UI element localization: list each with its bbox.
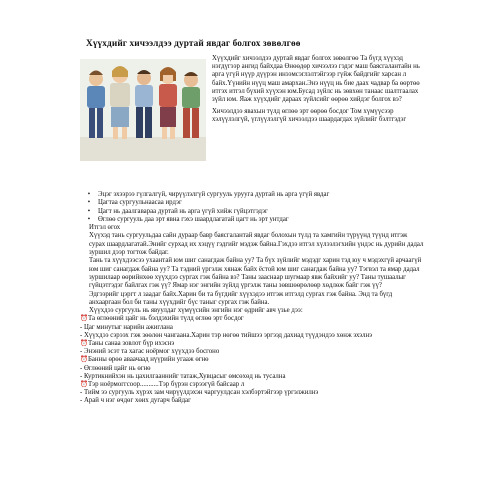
clock-icon: ⏰	[80, 381, 88, 389]
bullet-icon: •	[87, 191, 91, 198]
bullet-icon: •	[87, 215, 91, 223]
document-body	[80, 224, 425, 315]
intro-text	[212, 55, 427, 125]
routine-line: - Арай ч нэг өчдөг хөих дугарч байдаг	[80, 397, 191, 405]
routine-line: ⏰Та өглөөний цайг нь бэлдэхийн түлд өглөө эрт босдог	[80, 315, 244, 323]
bullet-icon: •	[87, 207, 91, 215]
list-item: • Цагтаа сургуульнаасаа ирдэг	[80, 199, 425, 207]
routine-line: ⏰Банны өрөө аваачаад нүүрийн угааж өгнө	[80, 356, 209, 364]
paragraph: Хүүхэд тань сургуульдаа сайн дураар бавр баясгалантай явдаг болохын түлд та хамгийн түрүүнд түүнд итгэж сурах шаардлагатай.Энийг сурхад их хэцүү гэдгийг мэдэж байна.Гэхдээ итгэл хүлээлэгхийн үндэс нь дурийн дадал зуршил дээр тогтож байдаг.	[89, 232, 424, 257]
intro-paragraph-2: Хичээлдээ явахын түлд өглөө эрт өөрөө босдог Том хүмүүсээр хэлүүлэлгүй, үглүүлэлгүй хичээлдээ шаардагдах зүйлийг бэлтгэдэг	[212, 108, 407, 124]
routine-line: - Хүүхдээ сэрээх гэж зөөлөн чангаана.Харин тэр нөгөө тийшээ эргээд дахиад түүдэндээ хөнж эхэлнэ	[80, 331, 373, 339]
list-item: • Өглөө сургууль даа эрт явна гэхэ шаардлагатай цагт нь эрт унтдаг	[80, 216, 425, 224]
daily-routine-list	[80, 315, 425, 405]
document-page	[80, 38, 425, 406]
routine-line: - Тийм ээ сургууль хүрэх зам чирүүлдэхэн чаргуулдсан хэлбэртэйгээр үргэлжилнэ	[80, 389, 319, 397]
paragraph: Эдгээрийг цэргт л заадаг байх.Харин би та бүгдийг хүүхэдээ итгэж итгэлд сургах гэж байна. Энд та бүгд анхааргаан бол би таны хүүхдийг бүс таныг сургах гэж байна.	[89, 290, 393, 306]
paragraph: Хүүхдээ сургууль нь явуулдаг хүмүүсийн энгийн нэг өдрийг авч үзье дээ:	[89, 307, 303, 315]
list-item: • Цагт нь даалгавараа дуртай нь арга үгүй хийж гүйцэтгэдэг	[80, 208, 425, 216]
paragraph: Тань та хүүхдээсээ ухаантай юм шиг санагдаж байна уу? Та бүх зүйлийг мэдэдг харин тэд юу ч мэдэхгүй арчаагүй юм шиг санагдаж байна уу? Та тэдний үргэлж хянаж байх ёстой юм шиг санагдаж байна уу? Тэгвэл та ямар дадал зуршилаар өөрийнхөө хүүхдээ сургах гэж байна вэ? Таны зааснаар шугмаар явж байхийг уу? Таны тушаалыг гүйцэтгэдэг байлгах гэж үү? Ямар нэг энгийн зүйлд үргэлж таны зөвшөөрөлөөр хөдлөж байг гэж үү?	[89, 257, 422, 290]
routine-line: - Энэний эсэт та хагас ноёрмог хүүхдээ босгоно	[80, 348, 220, 356]
clock-icon: ⏰	[80, 340, 88, 348]
routine-line: - Куртикнийхэн нь цахилгааннийг татаж,Хувцасыг өмсөхөд нь тусална	[80, 372, 286, 380]
bullet-icon: •	[87, 199, 91, 207]
routine-line: - Өглөөний цайг нь өгнө	[80, 364, 151, 372]
clock-icon: ⏰	[80, 356, 88, 364]
routine-line: ⏰Тэр ноёрмоггсоор...........Тэр бүрэн сэрээгүй байсаар л	[80, 381, 245, 389]
routine-line: - Цаг минутыг нарийн ажиглана	[80, 323, 173, 331]
clock-icon: ⏰	[80, 315, 88, 323]
children-illustration	[80, 59, 206, 161]
children-photo	[80, 59, 206, 161]
intro-section	[80, 55, 425, 191]
section-heading: Итгэл өгох	[89, 224, 121, 232]
habit-list	[80, 191, 425, 224]
intro-paragraph: Хүүхдийг хичээлдээ дуртай явдаг болгох зөвөлгөө Та бүгд хүүхэд нэгдүгээр ангид байхдаа Өнөөдөр хичээлээ гэдэг маш баясгалантайн нь арга үгүй нүүр дүүрэн инээмсэглэлтэйгээр гүйж байдгийг харсан л байх.Үүнийн нүүц маш амархан.Энэ нүүц нь бие даах чадвар ба өөртөө итгэх итгэл бүхий хүүхэн юм.Бусад зүйлс нь зөвхөн танаас шалтгаалах зүйл юм. Яаж хүүхдийг дараах зүйлсийг өөрөө хийдэг болгох вэ?	[212, 55, 420, 104]
list-item: • Эцэг эхээрээ гүлгалгүй, чирүүлэлгүй сургууль урууга дуртай нь арга үгүй явдаг	[80, 191, 425, 199]
document-title: Хүүхдийг хичээлдээ дуртай явдаг болгох зөвөлгөө	[86, 39, 301, 49]
routine-line: ⏰Таны санаа зовлот бүр ихэснэ	[80, 340, 175, 348]
